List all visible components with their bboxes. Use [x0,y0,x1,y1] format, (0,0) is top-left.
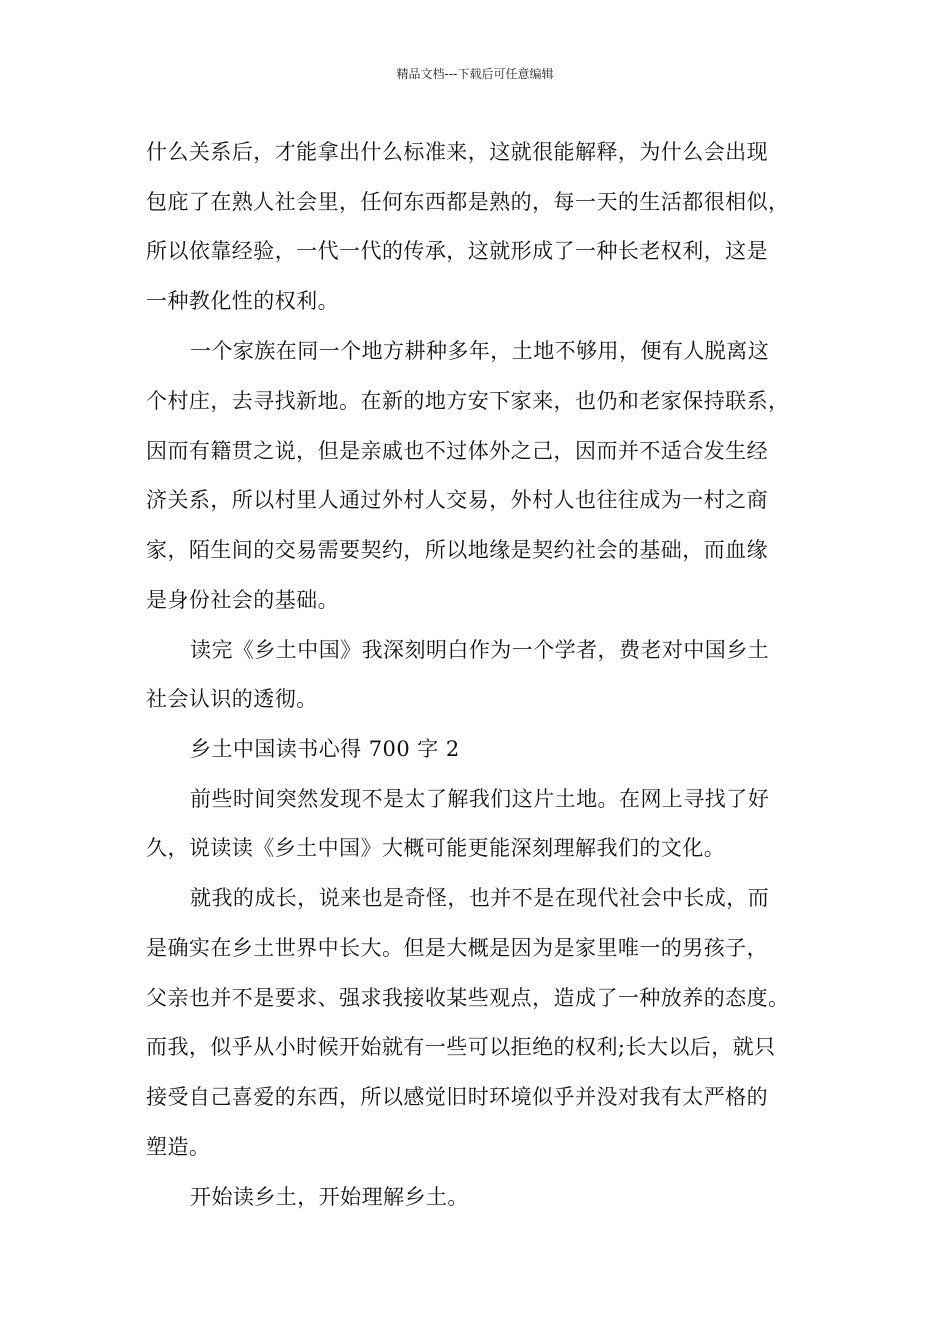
paragraph-first-line: 读完《乡土中国》我深刻明白作为一个学者，费老对中国乡土 [190,638,770,662]
paragraph-first-line: 一个家族在同一个地方耕种多年，土地不够用，便有人脱离这 [190,339,770,363]
paragraph-first-line: 就我的成长，说来也是奇怪，也并不是在现代社会中长成，而 [190,886,770,910]
text-line: 因而有籍贯之说，但是亲戚也不过体外之己，因而并不适合发生经 [146,439,769,463]
text-line: 个村庄，去寻找新地。在新的地方安下家来，也仍和老家保持联系， [146,389,790,413]
paragraph-first-line: 开始读乡土，开始理解乡土。 [190,1185,469,1209]
text-line: 济关系，所以村里人通过外村人交易，外村人也往往成为一村之商 [146,488,769,512]
page-header: 精品文档---下载后可任意编辑 [396,67,554,81]
text-line: 是身份社会的基础。 [146,588,340,612]
section-heading: 乡土中国读书心得 700 字 2 [190,737,460,761]
text-line: 父亲也并不是要求、强求我接收某些观点，造成了一种放养的态度。 [146,986,790,1010]
text-line: 而我，似乎从小时候开始就有一些可以拒绝的权利;长大以后，就只 [146,1035,776,1059]
paragraph-first-line: 前些时间突然发现不是太了解我们这片土地。在网上寻找了好 [190,787,770,811]
text-line: 接受自己喜爱的东西，所以感觉旧时环境似乎并没对我有太严格的 [146,1085,769,1109]
text-line: 所以依靠经验，一代一代的传承，这就形成了一种长老权利，这是 [146,239,769,263]
text-line: 久，说读读《乡土中国》大概可能更能深刻理解我们的文化。 [146,836,726,860]
text-line: 家，陌生间的交易需要契约，所以地缘是契约社会的基础，而血缘 [146,538,769,562]
text-line: 社会认识的透彻。 [146,687,318,711]
text-line: 什么关系后，才能拿出什么标准来，这就很能解释，为什么会出现 [146,140,769,164]
text-line: 包庇了在熟人社会里，任何东西都是熟的，每一天的生活都很相似， [146,190,790,214]
text-line: 一种教化性的权利。 [146,289,340,313]
text-line: 塑造。 [146,1135,211,1159]
text-line: 是确实在乡土世界中长大。但是大概是因为是家里唯一的男孩子， [146,936,769,960]
